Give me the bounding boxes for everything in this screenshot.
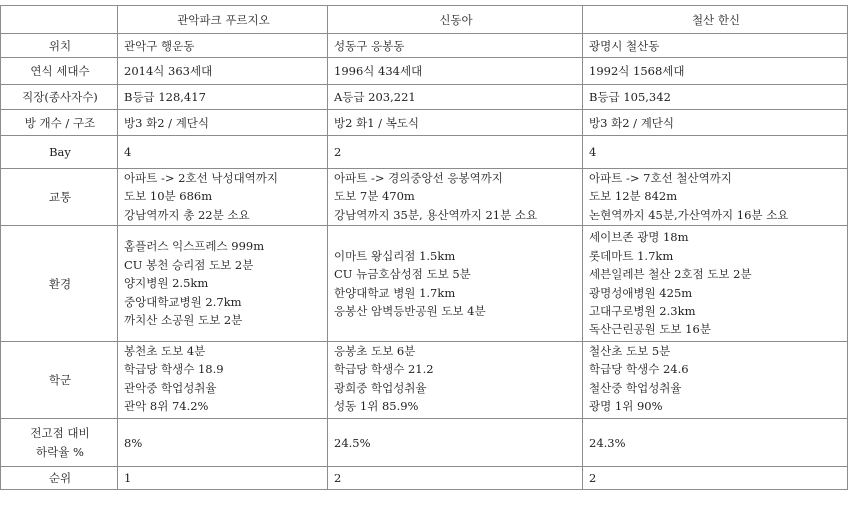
row-year <box>1 58 848 85</box>
cell-value: 2 <box>328 467 583 490</box>
row-label: 학군 <box>1 342 118 419</box>
cell-value: 1996식 434세대 <box>328 58 583 85</box>
cell-value: 24.5% <box>328 419 583 467</box>
cell-value <box>583 226 848 342</box>
cell-line: 철산중 학업성취율 <box>589 380 682 395</box>
cell-line: 학급당 학생수 21.2 <box>334 362 434 377</box>
cell-value <box>328 342 583 419</box>
row-label: 순위 <box>1 467 118 490</box>
cell-value: 2 <box>583 467 848 490</box>
cell-value <box>118 169 328 226</box>
cell-value <box>583 342 848 419</box>
cell-line: 철산초 도보 5분 <box>589 344 671 358</box>
row-transport <box>1 169 848 226</box>
row-label <box>1 419 118 467</box>
cell-line: 논현역까지 45분,가산역까지 16분 소요 <box>589 207 789 222</box>
cell-line: 아파트 -> 7호선 철산역까지 <box>589 171 732 185</box>
cell-value: B등급 128,417 <box>118 85 328 110</box>
cell-value: 방3 화2 / 계단식 <box>583 110 848 136</box>
cell-line: 봉천초 도보 4분 <box>124 344 206 358</box>
cell-line: 광명 1위 90% <box>589 399 663 414</box>
cell-value: 1 <box>118 467 328 490</box>
row-school <box>1 342 848 419</box>
cell-value <box>118 226 328 342</box>
cell-line: 학급당 학생수 18.9 <box>124 362 224 377</box>
cell-value <box>583 169 848 226</box>
row-label: 직장(종사자수) <box>1 85 118 110</box>
cell-value: A등급 203,221 <box>328 85 583 110</box>
cell-line: 성동 1위 85.9% <box>334 399 419 414</box>
row-location <box>1 34 848 58</box>
cell-line: 고대구로병원 2.3km <box>589 303 696 318</box>
cell-line: 강남역까지 총 22분 소요 <box>124 207 250 222</box>
row-rank <box>1 467 848 490</box>
cell-value: 성동구 응봉동 <box>328 34 583 58</box>
cell-line: 응봉산 암벽등반공원 도보 4분 <box>334 303 486 318</box>
cell-line: 홈플러스 익스프레스 999m <box>124 239 265 254</box>
cell-line: 강남역까지 35분, 용산역까지 21분 소요 <box>334 207 538 222</box>
cell-line: CU 뉴금호삼성점 도보 5분 <box>334 267 471 282</box>
row-label-line: 하락율 % <box>36 444 84 459</box>
cell-line: 이마트 왕십리점 1.5km <box>334 248 456 263</box>
row-label: 연식 세대수 <box>1 58 118 85</box>
cell-line: 관악중 학업성취율 <box>124 380 217 395</box>
cell-value: 방2 화1 / 복도식 <box>328 110 583 136</box>
cell-line: 광명성애병원 425m <box>589 285 693 300</box>
cell-value: 1992식 1568세대 <box>583 58 848 85</box>
cell-value: 광명시 철산동 <box>583 34 848 58</box>
header-apt-3: 철산 한신 <box>583 6 848 34</box>
cell-value: 4 <box>118 136 328 169</box>
header-apt-2: 신동아 <box>328 6 583 34</box>
cell-line: 도보 7분 470m <box>334 189 415 204</box>
row-label: 방 개수 / 구조 <box>1 110 118 136</box>
cell-line: 세이브존 광명 18m <box>589 230 689 245</box>
header-apt-1: 관악파크 푸르지오 <box>118 6 328 34</box>
cell-line: 중앙대학교병원 2.7km <box>124 294 242 309</box>
cell-value <box>118 342 328 419</box>
row-rooms <box>1 110 848 136</box>
cell-value: 2 <box>328 136 583 169</box>
row-environment <box>1 226 848 342</box>
cell-line: 광희중 학업성취율 <box>334 380 427 395</box>
comparison-table <box>0 5 848 490</box>
row-label-line: 전고점 대비 <box>30 426 90 441</box>
cell-value: 4 <box>583 136 848 169</box>
cell-line: 도보 10분 686m <box>124 189 213 204</box>
row-jobs <box>1 85 848 110</box>
cell-line: 세븐일레븐 철산 2호점 도보 2분 <box>589 267 752 282</box>
cell-line: 한양대학교 병원 1.7km <box>334 285 456 300</box>
header-empty <box>1 6 118 34</box>
cell-line: 독산근린공원 도보 16분 <box>589 322 711 337</box>
cell-line: 롯데마트 1.7km <box>589 248 674 263</box>
row-label: 위치 <box>1 34 118 58</box>
cell-value: 관악구 행운동 <box>118 34 328 58</box>
cell-value: B등급 105,342 <box>583 85 848 110</box>
header-row <box>1 6 848 34</box>
cell-line: 응봉초 도보 6분 <box>334 344 416 358</box>
row-label: 환경 <box>1 226 118 342</box>
row-drop <box>1 419 848 467</box>
cell-line: 까치산 소공원 도보 2분 <box>124 313 243 328</box>
cell-line: 양지병원 2.5km <box>124 276 209 291</box>
cell-line: 학급당 학생수 24.6 <box>589 362 689 377</box>
cell-value <box>328 226 583 342</box>
cell-line: 도보 12분 842m <box>589 189 678 204</box>
cell-line: 관악 8위 74.2% <box>124 399 209 414</box>
cell-value: 2014식 363세대 <box>118 58 328 85</box>
row-bay <box>1 136 848 169</box>
cell-value: 8% <box>118 419 328 467</box>
cell-line: CU 봉천 승리점 도보 2분 <box>124 257 254 272</box>
cell-value <box>328 169 583 226</box>
row-label: 교통 <box>1 169 118 226</box>
row-label: Bay <box>1 136 118 169</box>
cell-value: 24.3% <box>583 419 848 467</box>
cell-line: 아파트 -> 2호선 낙성대역까지 <box>124 171 279 185</box>
cell-line: 아파트 -> 경의중앙선 응봉역까지 <box>334 171 503 185</box>
cell-value: 방3 화2 / 계단식 <box>118 110 328 136</box>
